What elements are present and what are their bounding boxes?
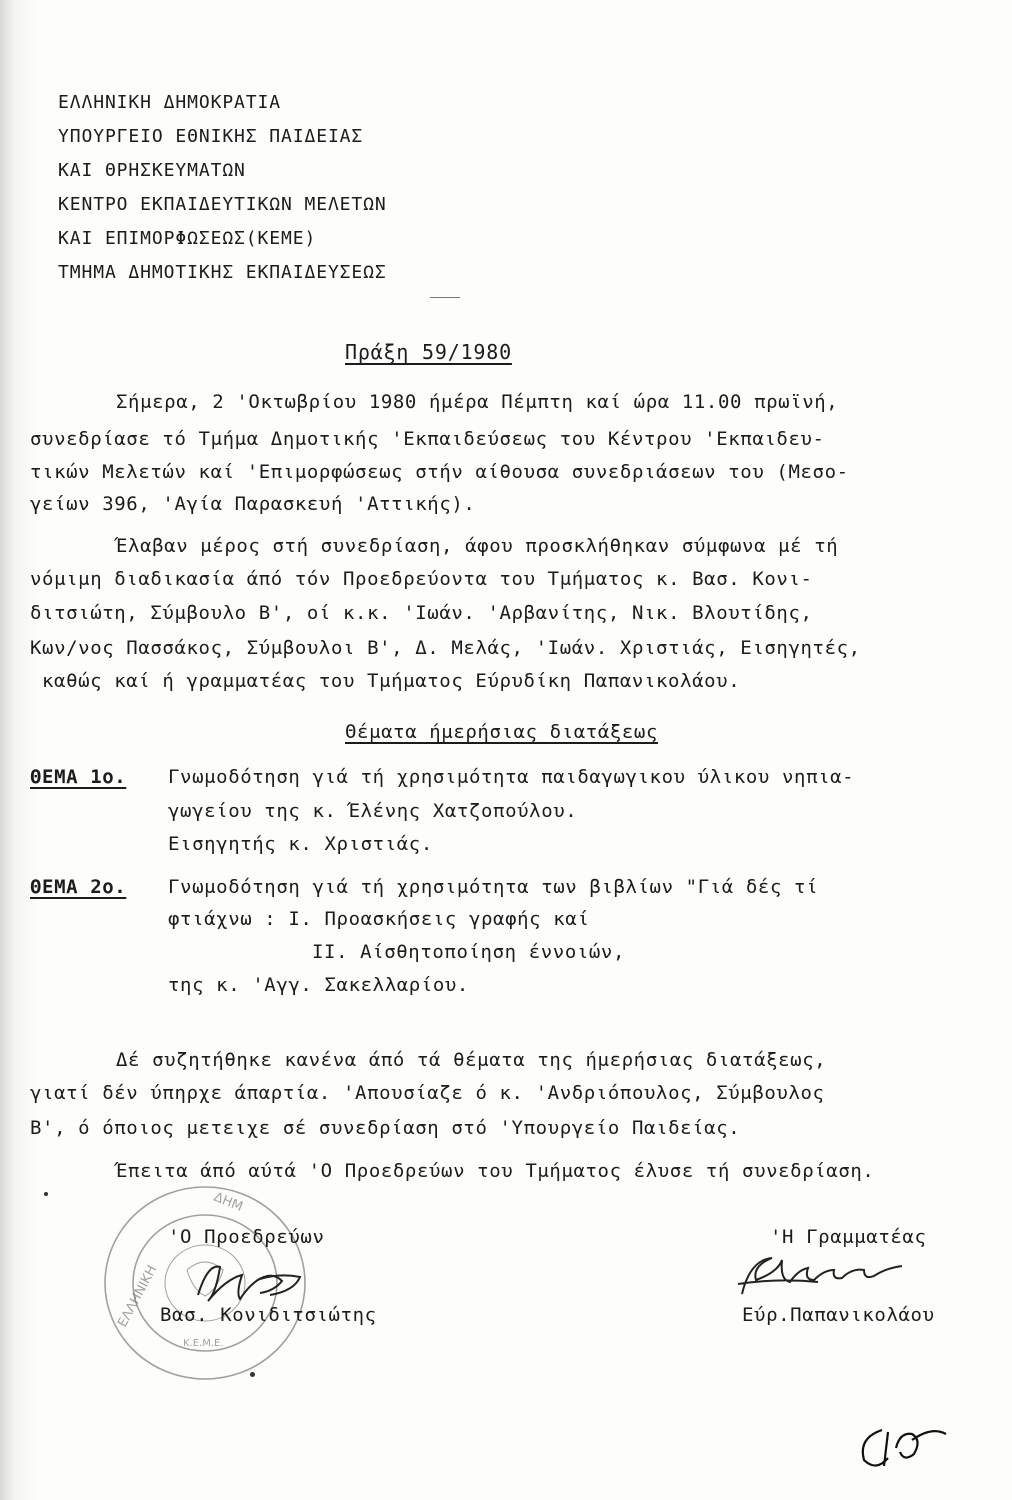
ink-dot (44, 1192, 48, 1196)
left-signatory-name: Βασ. Κονιδιτσιώτης (160, 1304, 377, 1326)
header-line-4: ΚΕΝΤΡΟ ΕΚΠΑΙΔΕΥΤΙΚΩΝ ΜΕΛΕΤΩΝ (58, 194, 387, 215)
topic-1-line-3: Εισηγητής κ. Χριστιάς. (168, 833, 433, 855)
ink-dot-2 (250, 1372, 255, 1377)
participants-line-1: Έλαβαν μέρος στή συνεδρίαση, άφου προσκλήθηκαν σύμφωνα μέ τή (116, 535, 839, 557)
header-line-1: ΕΛΛΗΝΙΚΗ ΔΗΜΟΚΡΑΤΙΑ (58, 92, 282, 113)
act-title: Πράξη 59/1980 (345, 340, 512, 364)
topic-1-line-1: Γνωμοδότηση γιά τή χρησιμότητα παιδαγωγικου ύλικου νηπια- (168, 766, 855, 788)
topic-2-line-2: φτιάχνω : Ι. Προασκήσεις γραφής καί (168, 908, 590, 930)
page-number-mark (852, 1418, 952, 1478)
participants-line-2: νόμιμη διαδικασία άπό τόν Προεδρεύοντα του Τμήματος κ. Βασ. Κονι- (30, 568, 813, 590)
closing-line-2: γιατί δέν ύπηρχε άπαρτία. 'Απουσίαζε ό κ. 'Ανδριόπουλος, Σύμβουλος (30, 1082, 825, 1104)
topic-2-label: ΘΕΜΑ 2ο. (30, 876, 127, 898)
participants-line-4: Κων/νος Πασσάκος, Σύμβουλοι Β', Δ. Μελάς, 'Ιωάν. Χριστιάς, Εισηγητές, (30, 637, 861, 659)
right-signatory-role: 'Η Γραμματέας (770, 1226, 927, 1248)
final-line: Έπειτα άπό αύτά 'Ο Προεδρεύων του Τμήματος έλυσε τή συνεδρίαση. (116, 1160, 875, 1182)
intro-line-3: τικών Μελετών καί 'Επιμορφώσεως στήν αίθουσα συνεδριάσεων του (Μεσο- (30, 461, 849, 483)
closing-line-1: Δέ συζητήθηκε κανένα άπό τά θέματα της ήμερήσιας διατάξεως, (116, 1049, 827, 1071)
left-signatory-role: 'Ο Προεδρεύων (168, 1226, 325, 1248)
header-divider (430, 297, 460, 298)
topic-1-line-2: γωγείου της κ. Έλένης Χατζοπούλου. (168, 800, 578, 822)
topic-2-line-3: ΙΙ. Αίσθητοποίηση έννοιών, (312, 941, 626, 963)
intro-line-1: Σήμερα, 2 'Οκτωβρίου 1980 ήμέρα Πέμπτη καί ώρα 11.00 πρωϊνή, (116, 391, 839, 413)
header-line-2: ΥΠΟΥΡΓΕΙΟ ΕΘΝΙΚΗΣ ΠΑΙΔΕΙΑΣ (58, 126, 364, 147)
svg-text:Κ.Ε.Μ.Ε.: Κ.Ε.Μ.Ε. (183, 1338, 224, 1349)
right-signatory-name: Εύρ.Παπανικολάου (742, 1304, 935, 1326)
svg-text:ΔΗΜ: ΔΗΜ (211, 1189, 245, 1215)
agenda-heading: Θέματα ήμερήσιας διατάξεως (345, 721, 659, 743)
header-line-3: ΚΑΙ ΘΡΗΣΚΕΥΜΑΤΩΝ (58, 160, 246, 181)
header-line-6: ΤΜΗΜΑ ΔΗΜΟΤΙΚΗΣ ΕΚΠΑΙΔΕΥΣΕΩΣ (58, 262, 387, 283)
participants-line-3: διτσιώτη, Σύμβουλο Β', οί κ.κ. 'Ιωάν. 'Αρβανίτης, Νικ. Βλουτίδης, (30, 602, 813, 624)
svg-text:ΕΛΛΗΝΙΚΗ: ΕΛΛΗΝΙΚΗ (115, 1263, 161, 1330)
intro-line-4: γείων 396, 'Αγία Παρασκευή 'Αττικής). (30, 493, 476, 515)
intro-line-2: συνεδρίασε τό Τμήμα Δημοτικής 'Εκπαιδεύσεως του Κέντρου 'Εκπαιδευ- (30, 428, 825, 450)
topic-2-line-4: της κ. 'Αγγ. Σακελλαρίου. (168, 974, 469, 996)
topic-2-line-1: Γνωμοδότηση γιά τή χρησιμότητα των βιβλίων "Γιά δές τί (168, 876, 819, 898)
right-signature (730, 1250, 970, 1310)
header-line-5: ΚΑΙ ΕΠΙΜΟΡΦΩΣΕΩΣ(ΚΕΜΕ) (58, 228, 317, 249)
participants-line-5: καθώς καί ή γραμματέας του Τμήματος Εύρυδίκη Παπανικολάου. (42, 670, 741, 692)
topic-1-label: ΘΕΜΑ 1ο. (30, 766, 127, 788)
closing-line-3: Β', ό όποιος μετειχε σέ συνεδρίαση στό 'Υπουργείο Παιδείας. (30, 1117, 741, 1139)
